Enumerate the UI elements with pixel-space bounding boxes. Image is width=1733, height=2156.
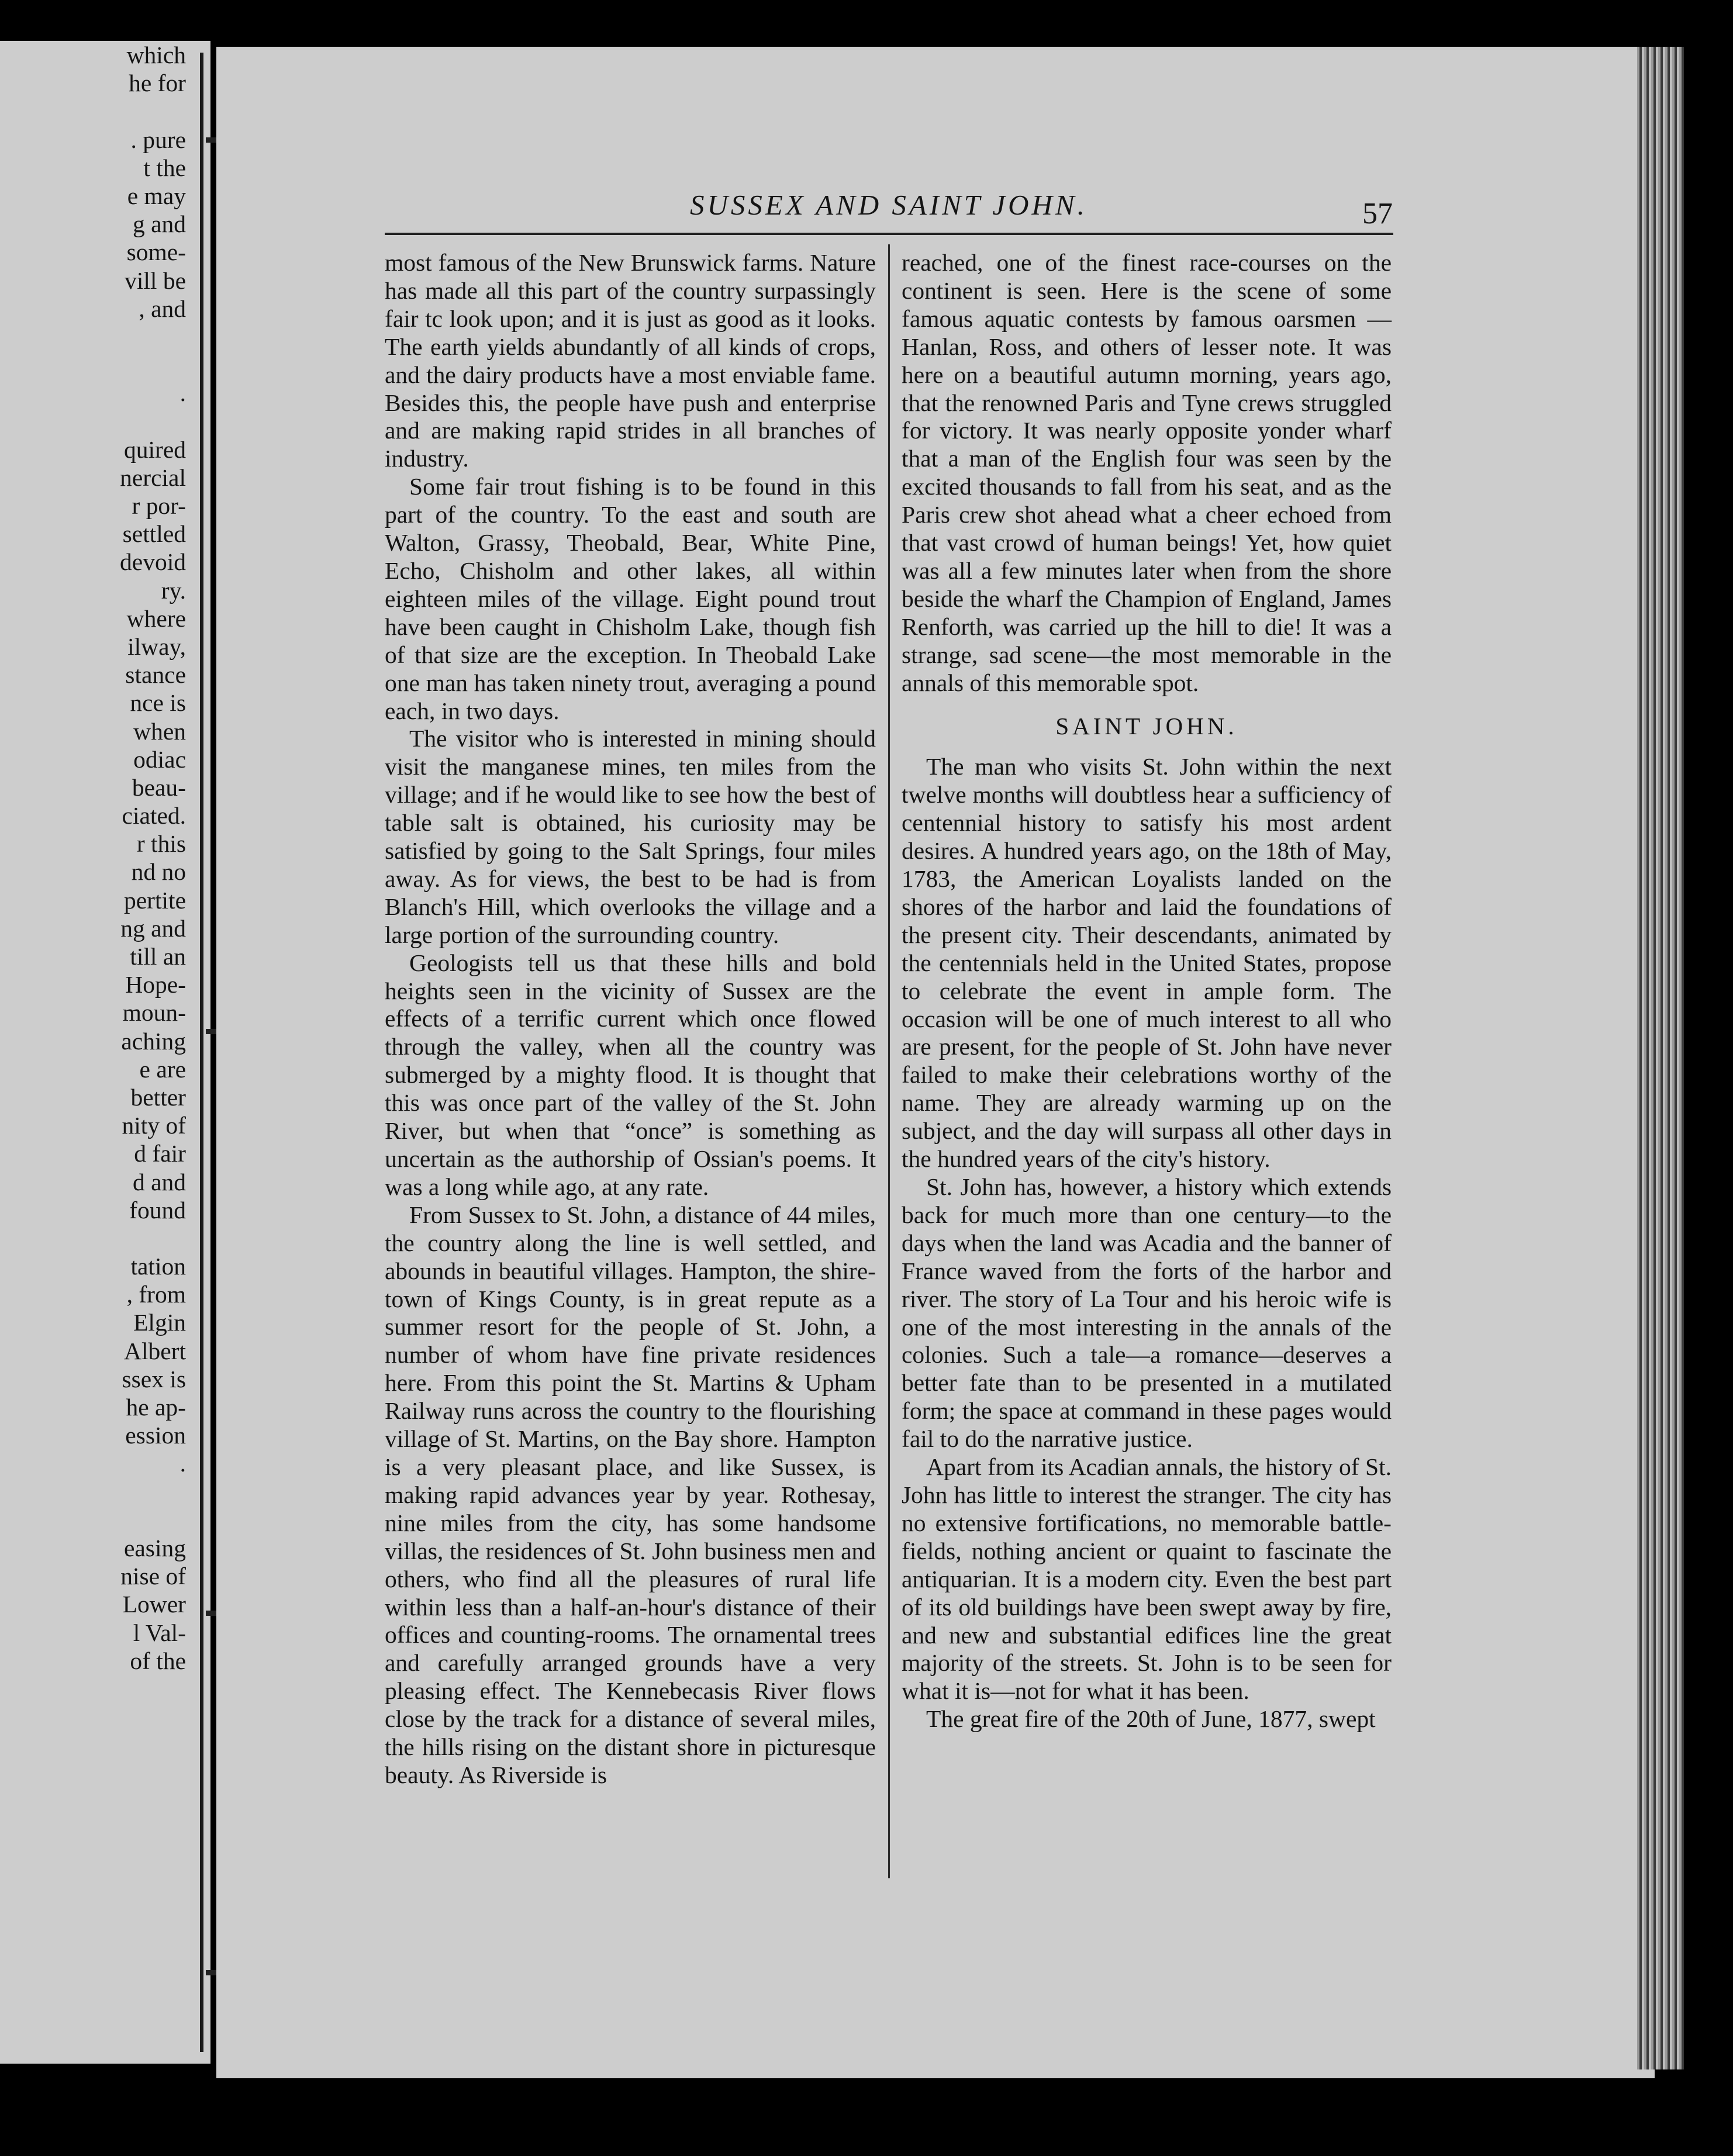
- left-fragment-line: ng and: [120, 914, 186, 942]
- left-fragment-line: beau-: [132, 773, 186, 801]
- left-fragment-line: Albert: [123, 1337, 186, 1364]
- left-fragment-line: he ap-: [126, 1394, 186, 1421]
- left-fragment-line: , from: [126, 1281, 186, 1308]
- left-fragment-line: r por-: [132, 492, 186, 519]
- left-fragment-line: ession: [125, 1422, 186, 1449]
- left-fragment-line: . pure: [130, 126, 186, 153]
- left-fragment-line: e may: [127, 182, 186, 209]
- left-fragment-line: r this: [136, 830, 186, 858]
- left-fragment-line: [0, 351, 186, 379]
- left-fragment-line: g and: [132, 210, 186, 238]
- left-fragment-line: [0, 1224, 186, 1252]
- paragraph: The great fire of the 20th of June, 1877, swept: [926, 1705, 1376, 1733]
- page-gutter: [200, 53, 203, 2052]
- left-page-text-fragments: [0, 41, 186, 1675]
- left-fragment-line: devoid: [120, 548, 186, 576]
- header-rule: [385, 233, 1393, 235]
- left-fragment-line: ilway,: [127, 633, 186, 660]
- column-divider: [888, 244, 890, 1878]
- section-heading: SAINT JOHN.: [1055, 712, 1238, 740]
- left-fragment-line: Hope-: [125, 971, 186, 998]
- left-fragment-line: stance: [125, 661, 186, 689]
- page-edges: [1637, 47, 1684, 2069]
- left-fragment-line: odiac: [133, 745, 186, 773]
- left-fragment-line: aching: [121, 1027, 186, 1055]
- left-fragment-line: some-: [126, 239, 186, 266]
- left-fragment-line: easing: [123, 1534, 186, 1561]
- left-fragment-line: vill be: [125, 267, 186, 294]
- left-fragment-line: ry.: [161, 576, 186, 604]
- left-fragment-line: nise of: [120, 1563, 186, 1590]
- paragraph: St. John has, however, a history which extends back for much more than one century—to the days when the land was Acadia and the banner of France waved from the forts of the harbor and river. The story of La Tour and his heroic wife is one of the most interesting in the annals of the colonies. Such a tale—a romance—deserves a better fate than to be presented in a mutilated form; the space at command in these pages would fail to do the narrative justice.: [902, 1173, 1392, 1453]
- paragraph: Some fair trout fishing is to be found in this part of the country. To the east and south are Walton, Grassy, Theobald, Bear, White Pine, Echo, Chisholm and other lakes, all within eighteen miles of the village. Eight pound trout have been caught in Chisholm Lake, though fish of that size are the exception. In Theobald Lake one man has taken ninety trout, averaging a pound each, in two days.: [385, 473, 876, 724]
- left-fragment-line: better: [130, 1083, 186, 1111]
- left-fragment-line: nity of: [122, 1112, 186, 1139]
- page-number: 57: [1362, 197, 1393, 230]
- left-fragment-line: moun-: [122, 999, 186, 1027]
- left-fragment-line: [0, 1478, 186, 1506]
- left-fragment-line: nercial: [120, 464, 186, 491]
- paragraph: most famous of the New Brunswick farms. Nature has made all this part of the country surpassingly fair tc look upon; and it is just as good as it looks. The earth yields abundantly of all kinds of crops, and the dairy products have a most enviable fame. Besides this, the people have push and enterprise and are making rapid strides in all branches of industry.: [385, 249, 876, 472]
- left-fragment-line: ciated.: [122, 802, 186, 830]
- left-fragment-line: of the: [130, 1647, 186, 1674]
- left-neighbour-page: [0, 41, 210, 2064]
- left-fragment-line: when: [133, 717, 186, 745]
- left-fragment-line: which: [126, 42, 186, 68]
- left-fragment-line: nd no: [131, 858, 186, 886]
- left-fragment-line: pertite: [124, 886, 186, 914]
- left-fragment-line: [0, 323, 186, 351]
- left-fragment-line: [0, 407, 186, 435]
- paragraph: The man who visits St. John within the next twelve months will doubtless hear a sufficiency of centennial history to satisfy his most ardent desires. A hundred years ago, on the 18th of May, 1783, the American Loyalists landed on the shores of the harbor and laid the foundations of the present city. Their descendants, animated by the centennials held in the United States, propose to celebrate the event in ample form. The occasion will be one of much interest to all who are present, for the people of St. John have never failed to make their celebrations worthy of the name. They are already warming up on the subject, and the day will surpass all other days in the hundred years of the city's history.: [902, 753, 1392, 1173]
- left-fragment-line: found: [129, 1196, 186, 1224]
- left-fragment-line: nce is: [130, 689, 186, 717]
- paragraph: From Sussex to St. John, a distance of 44 miles, the country along the line is well settled, and abounds in beautiful villages. Hampton, the shire-town of Kings County, is in great repute as a summer resort for the people of St. John, a number of whom have fine private residences here. From this point the St. Martins & Upham Railway runs across the country to the flourishing village of St. Martins, on the Bay shore. Hampton is a very pleasant place, and like Sussex, is making rapid advances year by year. Rothesay, nine miles from the city, has some handsome villas, the residences of St. John business men and others, who find all the pleasures of rural life within less than a half-an-hour's distance of their offices and counting-rooms. The ornamental trees and carefully arranged grounds have a very pleasing effect. The Kennebecasis River flows close by the track for a distance of several miles, the hills rising on the distant shore in picturesque beauty. As Riverside is: [385, 1201, 876, 1788]
- left-fragment-line: Elgin: [133, 1309, 186, 1336]
- left-fragment-line: [0, 97, 186, 125]
- left-fragment-line: ssex is: [122, 1365, 186, 1393]
- paragraph: Apart from its Acadian annals, the history of St. John has little to interest the stranger. The city has no extensive fortifications, no memorable battle-fields, nothing ancient or quaint to fascinate the antiquarian. It is a modern city. Even the best part of its old buildings have been swept away by fire, and new and substantial edifices line the great majority of the streets. St. John is to be seen for what it is—not for what it has been.: [902, 1453, 1392, 1705]
- paragraph: The visitor who is interested in mining should visit the manganese mines, ten miles from the village; and if he would like to see how the best of table salt is obtained, his curiosity may be satisfied by going to the Salt Springs, four miles away. As for views, the best to be had is from Blanch's Hill, which overlooks the village and a large portion of the surrounding country.: [385, 725, 876, 948]
- right-column: [902, 249, 1392, 1733]
- left-fragment-line: .: [179, 379, 186, 407]
- left-fragment-line: quired: [123, 436, 186, 463]
- left-fragment-line: where: [126, 604, 186, 632]
- running-head: SUSSEX AND SAINT JOHN.: [690, 189, 1088, 221]
- left-fragment-line: Lower: [122, 1591, 186, 1618]
- left-fragment-line: d and: [132, 1168, 186, 1196]
- left-fragment-line: [0, 1506, 186, 1534]
- left-fragment-line: settled: [122, 520, 186, 548]
- paragraph: Geologists tell us that these hills and bold heights seen in the vicinity of Sussex are the effects of a terrific current which once flowed through the valley, when all the country was submerged by a mighty flood. It is thought that this was once part of the valley of the St. John River, but when that “once” is something as uncertain as the authorship of Ossian's poems. It was a long while ago, at any rate.: [385, 949, 876, 1200]
- paragraph: reached, one of the finest race-courses on the continent is seen. Here is the scene of some famous aquatic contests by famous oarsmen —Hanlan, Ross, and others of lesser note. It was here on a beautiful autumn morning, years ago, that the renowned Paris and Tyne crews struggled for victory. It was nearly opposite yonder wharf that a man of the English four was seen by the excited thousands to fall from his seat, and as the Paris crew shot ahead what a cheer echoed from that vast crowd of human beings! Yet, how quiet was all a few minutes later when from the shore beside the wharf the Champion of England, James Renforth, was carried up the hill to die! It was a strange, sad scene—the most memorable in the annals of this memorable spot.: [902, 249, 1392, 696]
- left-fragment-line: d fair: [134, 1140, 186, 1167]
- left-fragment-line: t the: [143, 154, 186, 181]
- left-fragment-line: , and: [139, 295, 186, 322]
- left-fragment-line: he for: [129, 70, 186, 97]
- left-fragment-line: e are: [139, 1055, 186, 1083]
- left-fragment-line: l Val-: [133, 1619, 186, 1646]
- left-fragment-line: till an: [130, 943, 186, 970]
- left-fragment-line: .: [179, 1450, 186, 1477]
- left-column: [385, 249, 876, 1789]
- left-fragment-line: tation: [130, 1253, 186, 1280]
